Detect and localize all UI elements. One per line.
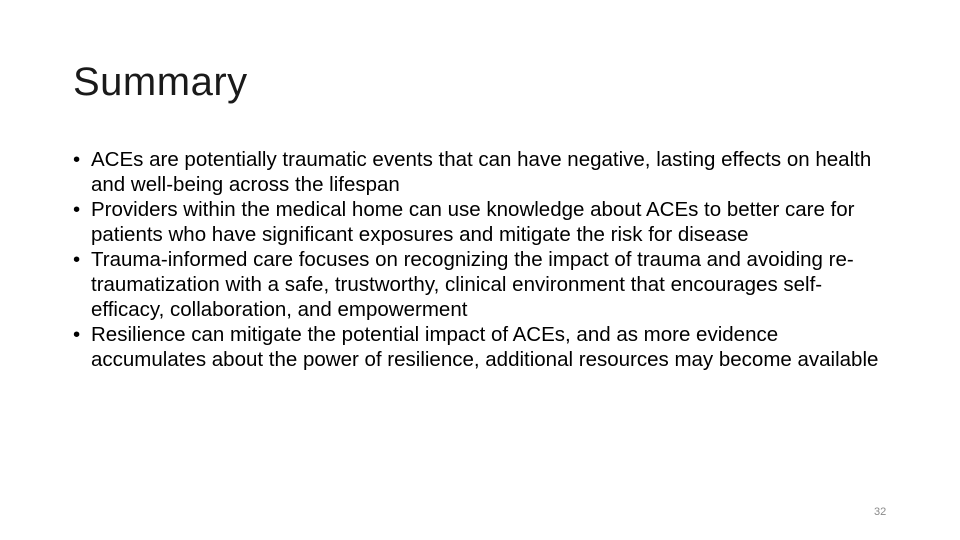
bullet-text: Providers within the medical home can use knowledge about ACEs to better care for patients who have significant exposures and mitigate the risk for disease [91, 198, 855, 246]
bullet-item [73, 247, 893, 322]
bullet-text: ACEs are potentially traumatic events that can have negative, lasting effects on health and well-being across the lifespan [91, 148, 872, 196]
bullet-item [73, 322, 893, 372]
bullet-text: Resilience can mitigate the potential impact of ACEs, and as more evidence accumulates about the power of resilience, additional resources may become available [91, 323, 879, 371]
bullet-marker: • [73, 248, 81, 271]
bullet-item [73, 197, 893, 247]
bullet-marker: • [73, 198, 81, 221]
bullet-item [73, 147, 893, 197]
bullet-marker: • [73, 323, 81, 346]
page-number: 32 [874, 506, 887, 518]
slide-title: Summary [73, 60, 248, 104]
bullet-text: Trauma-informed care focuses on recognizing the impact of trauma and avoiding re-traumatization with a safe, trustworthy, clinical environment that encourages self-efficacy, collaboration, and empowerment [91, 248, 854, 321]
bullet-marker: • [73, 148, 81, 171]
bullet-list [73, 147, 893, 372]
